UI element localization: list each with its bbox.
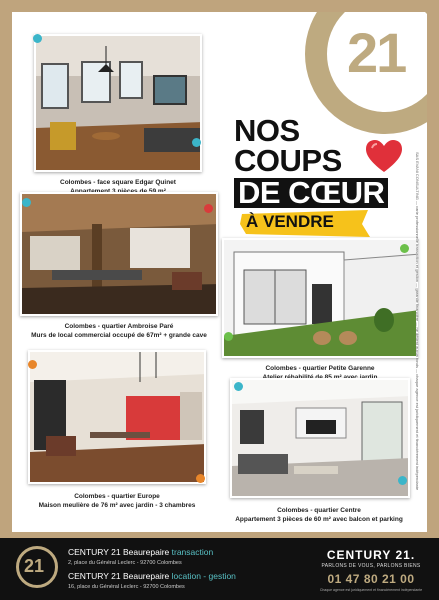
headline-block — [234, 113, 404, 210]
logo-number: 21 — [347, 21, 406, 84]
commercial-space-illustration — [22, 194, 218, 316]
pin-icon — [224, 332, 233, 341]
caption-location: Colombes - face square Edgar Quinet — [60, 179, 176, 186]
listing-photo-5[interactable] — [230, 378, 410, 498]
agency-name: CENTURY 21 Beaurepaire — [68, 547, 170, 557]
pin-icon — [22, 198, 31, 207]
a-vendre-label: À VENDRE — [246, 212, 334, 231]
phone-number[interactable]: 01 47 80 21 00 — [327, 572, 415, 586]
headline-line-3: DE CŒUR — [234, 178, 388, 208]
pin-icon — [400, 244, 409, 253]
listing-photo-4[interactable] — [28, 350, 206, 484]
headline-line-2: COUPS — [234, 143, 342, 178]
legal-text: SAS EVANI CONSULTING — carte professionnelle transaction et gestion — garantie financière — ne détient aucun fonds — chaque agence est juridiquement et financièrement indépendante — [415, 152, 420, 491]
footer-logo-number: 21 — [24, 556, 45, 576]
listing-caption-5 — [224, 506, 414, 524]
caption-location: Colombes - quartier Petite Garenne — [265, 365, 375, 372]
caption-location: Colombes - quartier Europe — [74, 493, 160, 500]
agency-name: CENTURY 21 Beaurepaire — [68, 571, 170, 581]
agency-location-address: 16, place du Général Leclerc - 92700 Colombes — [68, 584, 185, 590]
caption-description: Maison meulière de 76 m² avec jardin - 3 chambres — [38, 502, 196, 509]
listing-photo-1[interactable] — [34, 34, 202, 172]
apartment-living-illustration — [232, 380, 410, 498]
caption-description: Murs de local commercial occupé de 67m² + grande cave — [31, 332, 207, 339]
pin-icon — [234, 382, 243, 391]
headline-line-1: NOS — [234, 113, 300, 148]
brand-block — [315, 548, 427, 592]
caption-location: Colombes - quartier Centre — [277, 507, 361, 514]
footer-bar — [0, 538, 439, 600]
brand-tagline: PARLONS DE VOUS, PARLONS BIENS — [321, 563, 421, 569]
brand-name: CENTURY 21. — [326, 548, 416, 562]
brand-disclaimer: Chaque agence est juridiquement et financièrement indépendante — [319, 588, 423, 592]
agency-transaction-address: 2, place du Général Leclerc - 92700 Colombes — [68, 560, 182, 566]
house-interior-illustration — [30, 352, 206, 484]
poster-page — [12, 12, 427, 532]
listing-photo-2[interactable] — [20, 192, 218, 316]
agency-type: location - gestion — [171, 571, 236, 581]
pin-icon — [192, 138, 201, 147]
agency-location — [68, 571, 236, 581]
pin-icon — [196, 474, 205, 483]
agency-type: transaction — [171, 547, 214, 557]
agency-transaction — [68, 547, 213, 557]
pin-icon — [28, 360, 37, 369]
caption-description: Appartement 3 pièces de 60 m² avec balcon et parking — [235, 516, 403, 523]
pin-icon — [33, 34, 42, 43]
listing-photo-3[interactable] — [222, 238, 418, 358]
footer-century21-logo — [16, 546, 58, 588]
legal-mentions — [412, 152, 420, 502]
workshop-garden-illustration — [224, 240, 418, 358]
listing-caption-4 — [28, 492, 206, 510]
caption-location: Colombes - quartier Ambroise Paré — [64, 323, 174, 330]
pin-icon — [398, 476, 407, 485]
living-room-illustration — [36, 36, 202, 172]
listing-caption-2 — [20, 322, 218, 340]
pin-icon — [204, 204, 213, 213]
heart-icon — [364, 138, 404, 174]
